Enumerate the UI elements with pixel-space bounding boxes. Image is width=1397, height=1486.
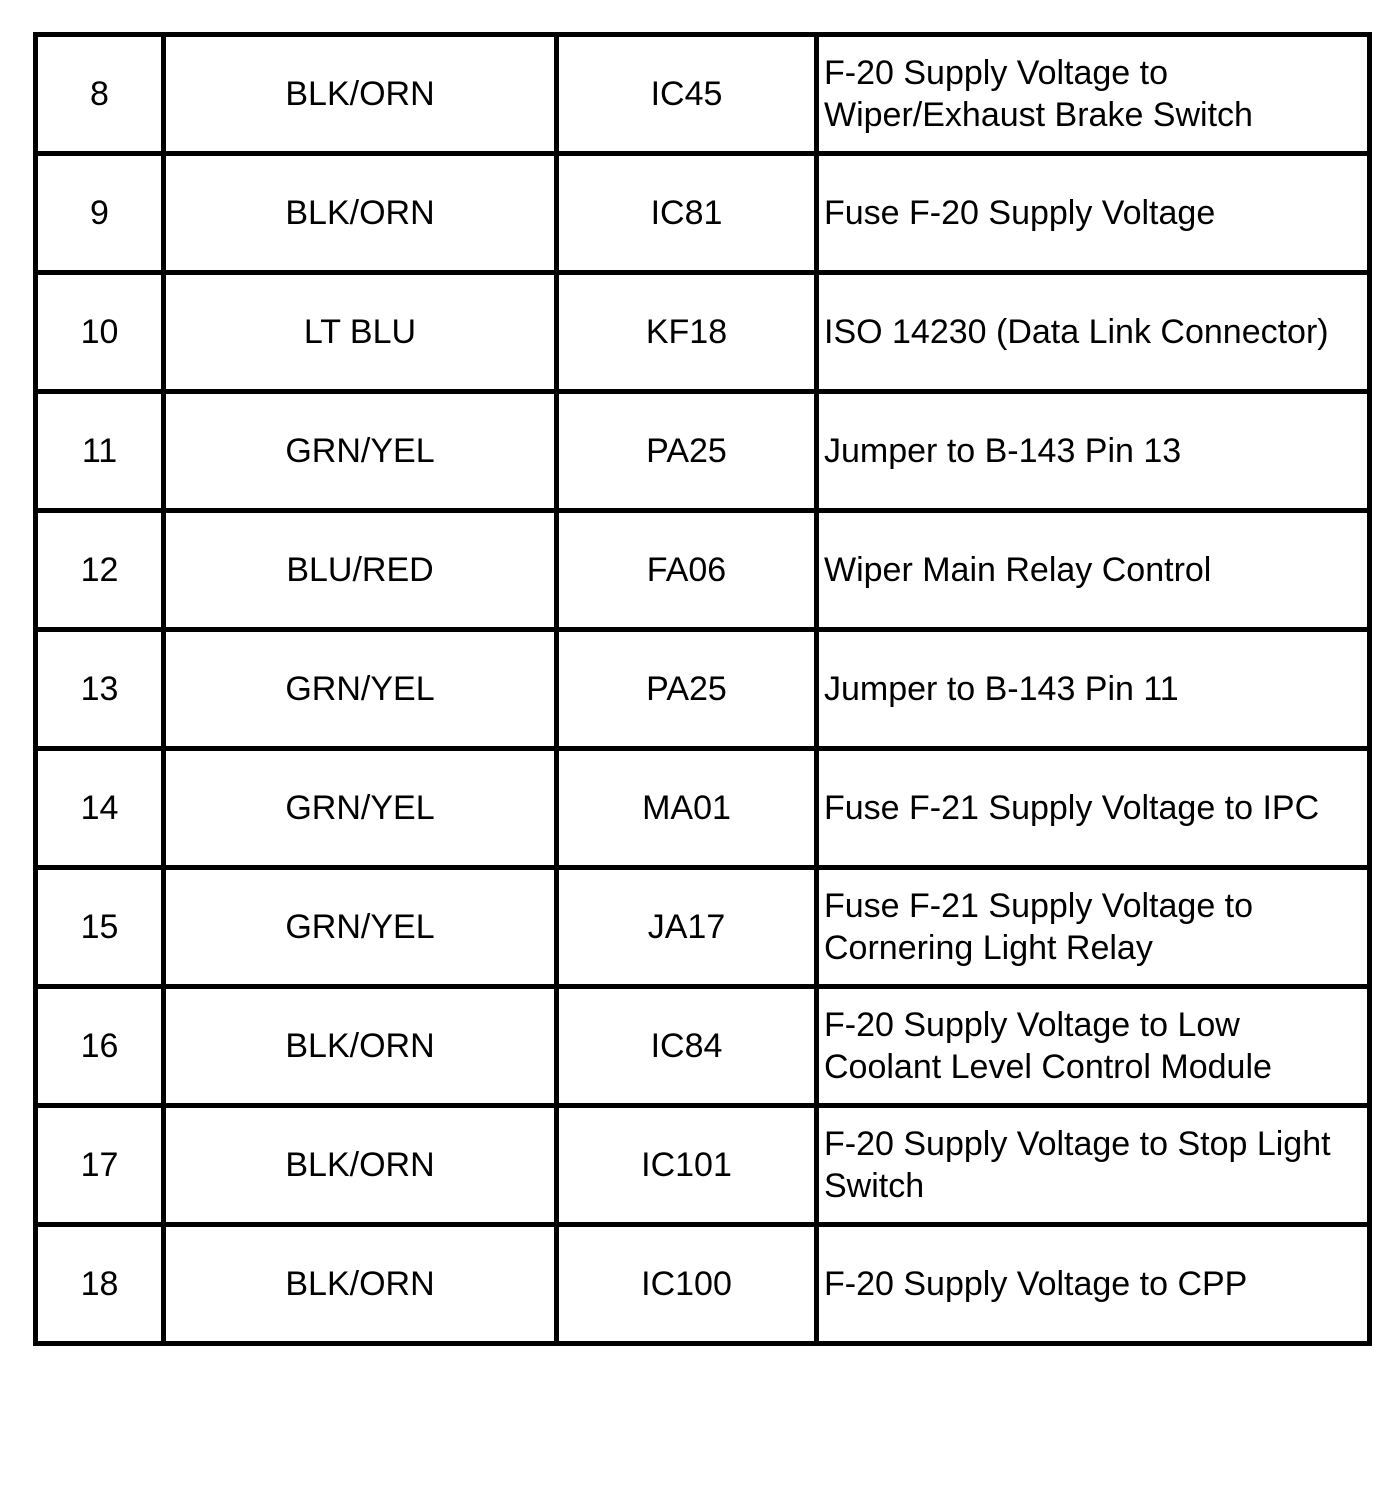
table-row xyxy=(36,868,1370,987)
pin-number-cell: 14 xyxy=(36,749,164,868)
pin-number-cell: 10 xyxy=(36,273,164,392)
wire-color-cell: GRN/YEL xyxy=(164,868,557,987)
circuit-code-cell: IC84 xyxy=(557,987,817,1106)
pin-number-cell: 8 xyxy=(36,35,164,154)
circuit-description-cell: Jumper to B-143 Pin 11 xyxy=(817,630,1370,749)
pin-number-cell: 15 xyxy=(36,868,164,987)
circuit-description-cell: F-20 Supply Voltage to Low Coolant Level Control Module xyxy=(817,987,1370,1106)
wire-color-cell: GRN/YEL xyxy=(164,749,557,868)
pin-number-cell: 18 xyxy=(36,1225,164,1344)
table-row xyxy=(36,154,1370,273)
circuit-code-cell: IC45 xyxy=(557,35,817,154)
circuit-code-cell: KF18 xyxy=(557,273,817,392)
circuit-code-cell: IC100 xyxy=(557,1225,817,1344)
wire-color-cell: LT BLU xyxy=(164,273,557,392)
circuit-code-cell: FA06 xyxy=(557,511,817,630)
circuit-code-cell: PA25 xyxy=(557,392,817,511)
table-row xyxy=(36,1225,1370,1344)
pin-number-cell: 16 xyxy=(36,987,164,1106)
pin-number-cell: 11 xyxy=(36,392,164,511)
wire-color-cell: BLK/ORN xyxy=(164,154,557,273)
wire-color-cell: BLK/ORN xyxy=(164,35,557,154)
circuit-description-cell: Wiper Main Relay Control xyxy=(817,511,1370,630)
wire-color-cell: BLK/ORN xyxy=(164,1225,557,1344)
wire-color-cell: GRN/YEL xyxy=(164,630,557,749)
table-row xyxy=(36,392,1370,511)
circuit-description-cell: F-20 Supply Voltage to Stop Light Switch xyxy=(817,1106,1370,1225)
connector-pinout-table-wrapper xyxy=(33,32,1367,1346)
circuit-description-cell: Jumper to B-143 Pin 13 xyxy=(817,392,1370,511)
circuit-description-cell: Fuse F-21 Supply Voltage to Cornering Light Relay xyxy=(817,868,1370,987)
wire-color-cell: BLK/ORN xyxy=(164,1106,557,1225)
circuit-code-cell: JA17 xyxy=(557,868,817,987)
connector-pinout-table xyxy=(33,32,1372,1346)
circuit-code-cell: IC101 xyxy=(557,1106,817,1225)
wire-color-cell: BLK/ORN xyxy=(164,987,557,1106)
table-row xyxy=(36,749,1370,868)
circuit-code-cell: MA01 xyxy=(557,749,817,868)
circuit-code-cell: IC81 xyxy=(557,154,817,273)
table-row xyxy=(36,511,1370,630)
circuit-description-cell: Fuse F-21 Supply Voltage to IPC xyxy=(817,749,1370,868)
pin-number-cell: 17 xyxy=(36,1106,164,1225)
table-row xyxy=(36,273,1370,392)
circuit-description-cell: Fuse F-20 Supply Voltage xyxy=(817,154,1370,273)
circuit-description-cell: ISO 14230 (Data Link Connector) xyxy=(817,273,1370,392)
table-row xyxy=(36,35,1370,154)
wire-color-cell: BLU/RED xyxy=(164,511,557,630)
table-row xyxy=(36,630,1370,749)
table-row xyxy=(36,987,1370,1106)
circuit-description-cell: F-20 Supply Voltage to CPP xyxy=(817,1225,1370,1344)
wire-color-cell: GRN/YEL xyxy=(164,392,557,511)
circuit-code-cell: PA25 xyxy=(557,630,817,749)
pin-number-cell: 12 xyxy=(36,511,164,630)
circuit-description-cell: F-20 Supply Voltage to Wiper/Exhaust Brake Switch xyxy=(817,35,1370,154)
pin-number-cell: 13 xyxy=(36,630,164,749)
pin-number-cell: 9 xyxy=(36,154,164,273)
table-row xyxy=(36,1106,1370,1225)
